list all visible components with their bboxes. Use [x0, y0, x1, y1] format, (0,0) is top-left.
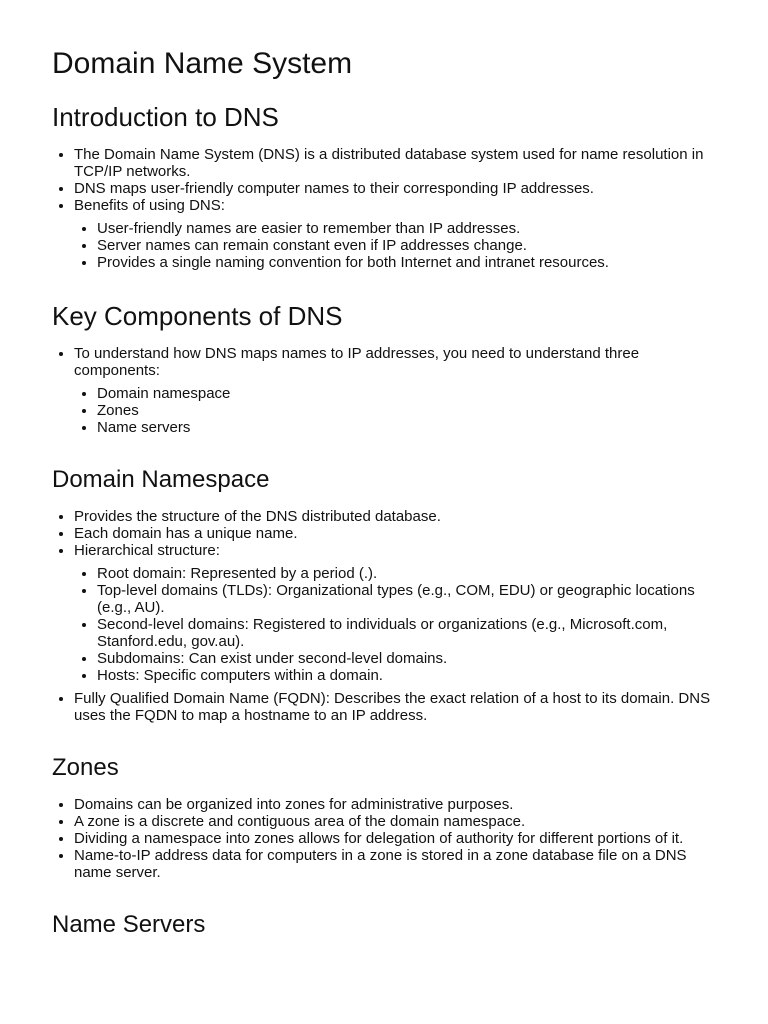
sub-list-item: • User-friendly names are easier to remember than IP addresses. [97, 220, 716, 237]
sub-list-item: • Provides a single naming convention for both Internet and intranet resources. [97, 254, 716, 271]
page-title: Domain Name System [52, 47, 353, 80]
list-item: • The Domain Name System (DNS) is a distributed database system used for name resolution in TCP/IP networks. [74, 146, 716, 180]
list-item [74, 542, 716, 684]
list-item: • Name-to-IP address data for computers in a zone is stored in a zone database file on a DNS name server. [74, 847, 716, 881]
list-item-text: Hierarchical structure: [74, 542, 220, 559]
list-item: • Fully Qualified Domain Name (FQDN): Describes the exact relation of a host to its domain. DNS uses the FQDN to map a hostname to an IP address. [74, 690, 716, 724]
bullet-list [52, 796, 716, 881]
sub-list-item: • Name servers [97, 419, 716, 436]
list-item-text: To understand how DNS maps names to IP addresses, you need to understand three components: [74, 345, 640, 379]
sub-list-item: • Zones [97, 402, 716, 419]
list-item [74, 197, 716, 271]
section-name-servers [52, 909, 716, 941]
section-domain-namespace [52, 464, 716, 724]
bullet-list [52, 345, 716, 436]
sub-list-item: • Server names can remain constant even if IP addresses change. [97, 237, 716, 254]
sub-list-item: • Root domain: Represented by a period (.). [97, 565, 716, 582]
sub-list-item: • Top-level domains (TLDs): Organizational types (e.g., COM, EDU) or geographic locations (e.g., AU). [97, 582, 716, 616]
section-heading-domain-namespace: Domain Namespace [52, 466, 270, 493]
sub-list-item: • Hosts: Specific computers within a domain. [97, 667, 716, 684]
section-heading-zones: Zones [52, 754, 119, 781]
list-item: • Dividing a namespace into zones allows for delegation of authority for different portions of it. [74, 830, 716, 847]
list-item: • A zone is a discrete and contiguous area of the domain namespace. [74, 813, 716, 830]
section-zones [52, 752, 716, 881]
section-heading-name-servers: Name Servers [52, 911, 206, 938]
bullet-list [52, 146, 716, 271]
list-item: • Domains can be organized into zones for administrative purposes. [74, 796, 716, 813]
sub-bullet-list [74, 220, 716, 271]
section-introduction [52, 100, 716, 271]
bullet-list [52, 508, 716, 724]
list-item-text: Benefits of using DNS: [74, 197, 225, 214]
section-heading-introduction: Introduction to DNS [52, 102, 279, 132]
sub-bullet-list [74, 565, 716, 684]
sub-bullet-list [74, 385, 716, 436]
section-heading-key-components: Key Components of DNS [52, 301, 343, 331]
list-item: • DNS maps user-friendly computer names to their corresponding IP addresses. [74, 180, 716, 197]
sub-list-item: • Second-level domains: Registered to individuals or organizations (e.g., Microsoft.com, Stanford.edu, gov.au). [97, 616, 716, 650]
sub-list-item: • Domain namespace [97, 385, 716, 402]
list-item: • Provides the structure of the DNS distributed database. [74, 508, 716, 525]
list-item: • Each domain has a unique name. [74, 525, 716, 542]
list-item [74, 345, 716, 436]
sub-list-item: • Subdomains: Can exist under second-level domains. [97, 650, 716, 667]
section-key-components [52, 299, 716, 436]
